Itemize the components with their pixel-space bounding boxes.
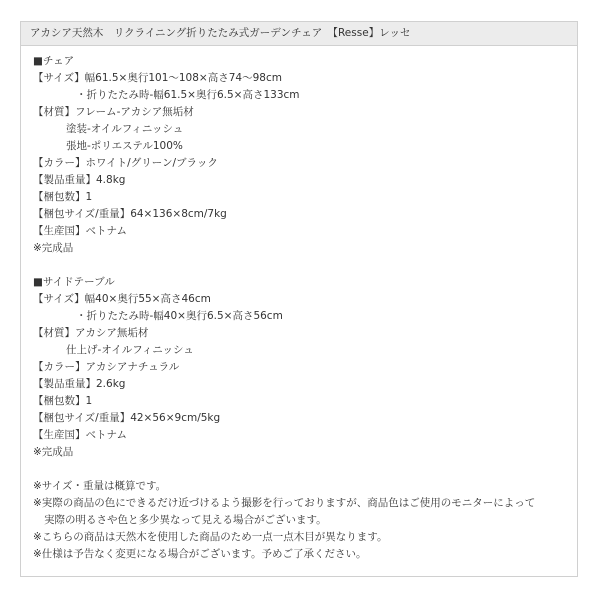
section-spacer — [33, 461, 571, 478]
note-size-weight: ※サイズ・重量は概算です。 — [33, 480, 167, 492]
section-spacer — [33, 257, 571, 274]
table-heading: ■サイドテーブル — [33, 276, 115, 288]
product-title: アカシア天然木 リクライニング折りたたみ式ガーデンチェア 【Resse】レッセ — [21, 22, 577, 46]
table-finish: 仕上げ-オイルフィニッシュ — [66, 344, 194, 356]
chair-material: 【材質】フレーム-アカシア無垢材 — [33, 106, 194, 118]
chair-size-folded: ・折りたたみ時-幅61.5×奥行6.5×高さ133cm — [76, 89, 300, 101]
table-size: 【サイズ】幅40×奥行55×高さ46cm — [33, 293, 211, 305]
table-packages: 【梱包数】1 — [33, 395, 93, 407]
chair-weight: 【製品重量】4.8kg — [33, 174, 126, 186]
table-material: 【材質】アカシア無垢材 — [33, 327, 149, 339]
chair-package-size: 【梱包サイズ/重量】64×136×8cm/7kg — [33, 208, 227, 220]
table-size-folded: ・折りたたみ時-幅40×奥行6.5×高さ56cm — [76, 310, 283, 322]
chair-finish: 塗装-オイルフィニッシュ — [66, 123, 184, 135]
table-color: 【カラー】アカシアナチュラル — [33, 361, 180, 373]
table-weight: 【製品重量】2.6kg — [33, 378, 126, 390]
chair-color: 【カラー】ホワイト/グリーン/ブラック — [33, 157, 218, 169]
spec-panel — [20, 21, 578, 577]
note-color-1: ※実際の商品の色にできるだけ近づけるよう撮影を行っておりますが、商品色はご使用のモニターによって — [33, 497, 536, 509]
note-color-2: 実際の明るさや色と多少異なって見える場合がございます。 — [44, 514, 327, 526]
table-assembled: ※完成品 — [33, 446, 74, 458]
table-origin: 【生産国】ベトナム — [33, 429, 127, 441]
table-package-size: 【梱包サイズ/重量】42×56×9cm/5kg — [33, 412, 221, 424]
chair-size: 【サイズ】幅61.5×奥行101～108×高さ74～98cm — [33, 72, 282, 84]
note-wood-grain: ※こちらの商品は天然木を使用した商品のため一点一点木目が異なります。 — [33, 531, 388, 543]
chair-packages: 【梱包数】1 — [33, 191, 93, 203]
spec-content — [33, 53, 571, 563]
note-spec-change: ※仕様は予告なく変更になる場合がございます。予めご了承ください。 — [33, 548, 367, 560]
chair-origin: 【生産国】ベトナム — [33, 225, 127, 237]
chair-fabric: 張地-ポリエステル100% — [66, 140, 183, 152]
chair-heading: ■チェア — [33, 55, 75, 67]
chair-assembled: ※完成品 — [33, 242, 74, 254]
